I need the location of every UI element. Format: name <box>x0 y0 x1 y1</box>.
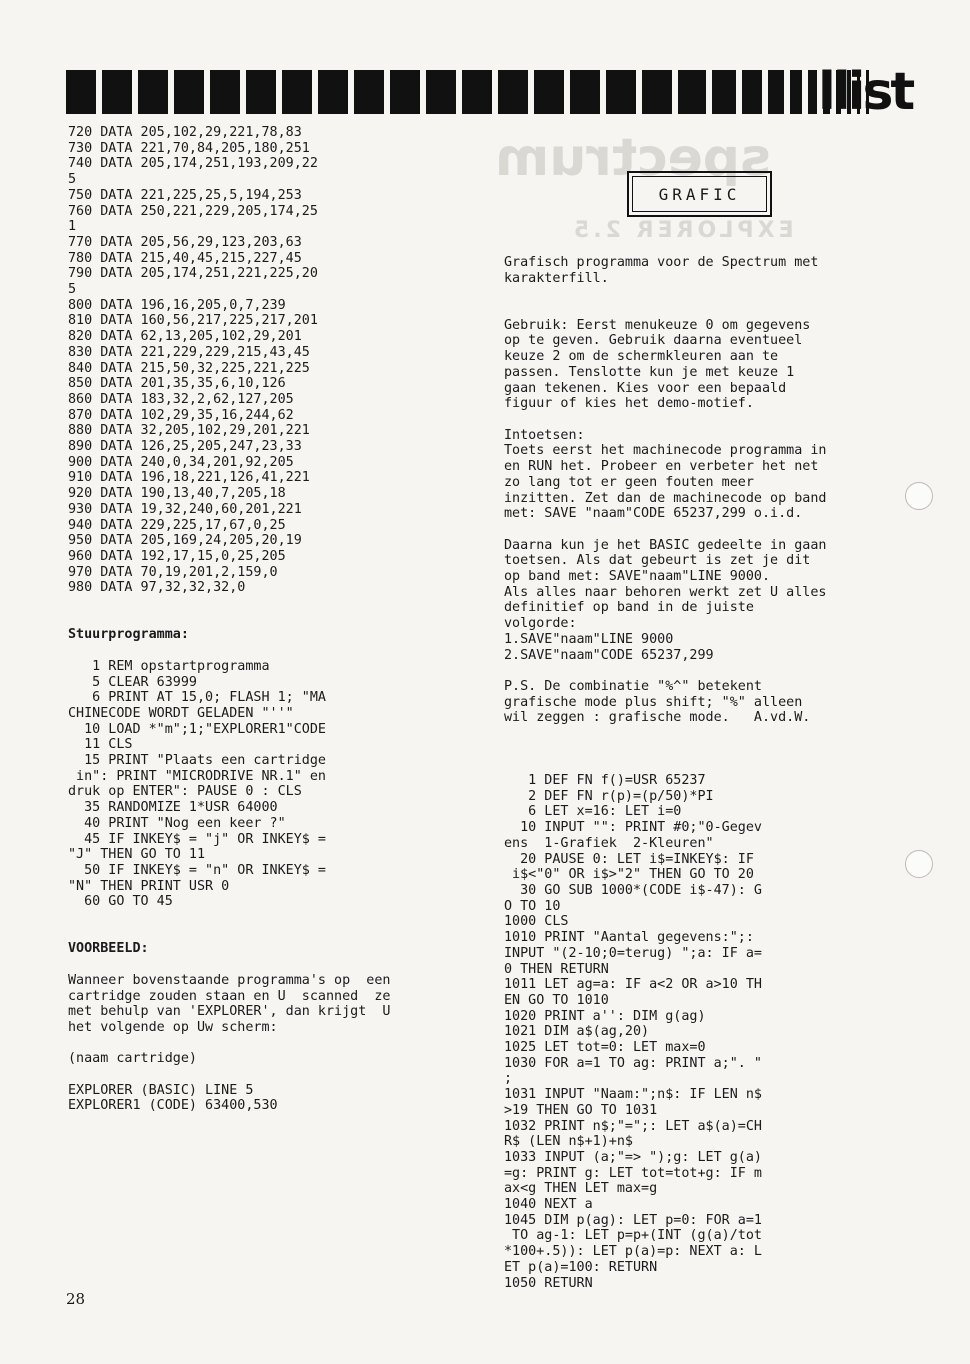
gebruik-line: passen. Tenslotte kun je met keuze 1 <box>504 364 795 380</box>
gebruik-line: keuze 2 om de schermkleuren aan te <box>504 349 779 365</box>
header-bar-block <box>246 70 276 114</box>
listing-line: 1 REM opstartprogramma <box>68 658 270 674</box>
header-bar-block <box>102 70 132 114</box>
basic-listing-line: 1 DEF FN f()=USR 65237 <box>504 773 706 789</box>
listing-line: 790 DATA 205,174,251,221,225,20 <box>68 266 318 282</box>
header-bar-block <box>66 70 96 114</box>
punch-hole-lower <box>905 850 933 878</box>
basic-listing-line: 1050 RETURN <box>504 1275 593 1291</box>
basic-listing-line: 2 DEF FN r(p)=(p/50)*PI <box>504 788 714 804</box>
basic-listing-line: 1033 INPUT (a;"=> ");g: LET g(a) <box>504 1149 762 1165</box>
ps-line: P.S. De combinatie "%^" betekent <box>504 678 762 694</box>
spacer <box>504 522 886 538</box>
listing-line: met behulp van 'EXPLORER', dan krijgt U <box>68 1004 391 1020</box>
spacer <box>504 302 886 318</box>
listing-line <box>68 957 390 973</box>
listing-line: 850 DATA 201,35,35,6,10,126 <box>68 376 286 392</box>
listing-line: VOORBEELD: <box>68 941 149 957</box>
listing-line: 35 RANDOMIZE 1*USR 64000 <box>68 800 278 816</box>
listing-line: 980 DATA 97,32,32,32,0 <box>68 580 246 596</box>
punch-hole-upper <box>905 482 933 510</box>
basic-listing-line: ax<g THEN LET max=g <box>504 1181 658 1197</box>
listing-line: "J" THEN GO TO 11 <box>68 847 206 863</box>
listing-line: "N" THEN PRINT USR 0 <box>68 878 230 894</box>
daarna-line: Daarna kun je het BASIC gedeelte in gaan <box>504 537 827 553</box>
basic-listing-line: O TO 10 <box>504 898 561 914</box>
listing-line: 40 PRINT "Nog een keer ?" <box>68 815 286 831</box>
basic-listing-line: 1032 PRINT n$;"=";: LET a$(a)=CH <box>504 1118 762 1134</box>
basic-listing-line: 1030 FOR a=1 TO ag: PRINT a;". " <box>504 1055 762 1071</box>
header-bar-block <box>354 70 384 114</box>
listing-line: EXPLORER1 (CODE) 63400,530 <box>68 1098 278 1114</box>
listing-line: Stuurprogramma: <box>68 627 189 643</box>
spacer <box>504 286 886 302</box>
listing-line: 11 CLS <box>68 737 133 753</box>
spacer <box>504 726 886 742</box>
basic-listing-line: =g: PRINT g: LET tot=tot+g: IF m <box>504 1165 762 1181</box>
basic-listing-line: i$<"0" OR i$>"2" THEN GO TO 20 <box>504 867 754 883</box>
header-bar <box>66 70 806 114</box>
basic-listing-line: 1025 LET tot=0: LET max=0 <box>504 1040 706 1056</box>
listing-line: 890 DATA 126,25,205,247,23,33 <box>68 439 302 455</box>
header-bar-block <box>790 70 802 114</box>
header-bar-block <box>678 70 706 114</box>
basic-listing-line: >19 THEN GO TO 1031 <box>504 1102 658 1118</box>
header-bar-block <box>426 70 456 114</box>
basic-listing-line: 1000 CLS <box>504 914 569 930</box>
listing-line: 45 IF INKEY$ = "j" OR INKEY$ = <box>68 831 326 847</box>
listing-line: 970 DATA 70,19,201,2,159,0 <box>68 564 278 580</box>
header-bar-block <box>808 70 817 114</box>
listing-line <box>68 643 390 659</box>
listing-line: 5 <box>68 172 77 188</box>
listing-line: in": PRINT "MICRODRIVE NR.1" en <box>68 768 326 784</box>
left-column <box>68 125 390 1114</box>
basic-listing-line: ; <box>504 1071 513 1087</box>
daarna-line: 1.SAVE"naam"LINE 9000 <box>504 631 674 647</box>
gebruik-line: op te geven. Gebruik daarna eventueel <box>504 333 803 349</box>
spacer <box>504 742 886 758</box>
basic-listing-line: 0 THEN RETURN <box>504 961 609 977</box>
listing-line: 60 GO TO 45 <box>68 894 173 910</box>
listing-line: 960 DATA 192,17,15,0,25,205 <box>68 548 286 564</box>
listing-line: Wanneer bovenstaande programma's op een <box>68 972 391 988</box>
header-bar-block <box>390 70 420 114</box>
list-logo: llist <box>818 62 913 122</box>
listing-line: 820 DATA 62,13,205,102,29,201 <box>68 329 302 345</box>
listing-line: 740 DATA 205,174,251,193,209,22 <box>68 156 318 172</box>
listing-line: 910 DATA 196,18,221,126,41,221 <box>68 470 310 486</box>
bleed-through-subheading: EXPLORER 2.5 <box>570 218 794 243</box>
listing-line: 760 DATA 250,221,229,205,174,25 <box>68 203 318 219</box>
listing-line: 5 CLEAR 63999 <box>68 674 197 690</box>
header-bar-block <box>462 70 492 114</box>
gebruik-line: gaan tekenen. Kies voor een bepaald <box>504 380 787 396</box>
listing-line <box>68 910 390 926</box>
basic-listing-line: R$ (LEN n$+1)+n$ <box>504 1134 633 1150</box>
header-bar-block <box>210 70 240 114</box>
basic-listing-line: 20 PAUSE 0: LET i$=INKEY$: IF <box>504 851 754 867</box>
listing-line: 780 DATA 215,40,45,215,227,45 <box>68 250 302 266</box>
listing-line: 50 IF INKEY$ = "n" OR INKEY$ = <box>68 863 326 878</box>
listing-line <box>68 1067 390 1083</box>
listing-line: EXPLORER (BASIC) LINE 5 <box>68 1082 254 1098</box>
listing-line: 10 LOAD *"m";1;"EXPLORER1"CODE <box>68 721 326 737</box>
listing-line: (naam cartridge) <box>68 1051 197 1067</box>
gebruik-line: Gebruik: Eerst menukeuze 0 om gegevens <box>504 317 811 333</box>
listing-line <box>68 596 390 612</box>
listing-line: 880 DATA 32,205,102,29,201,221 <box>68 423 310 439</box>
grafic-title: GRAFIC <box>658 184 741 204</box>
basic-listing-line: 1031 INPUT "Naam:";n$: IF LEN n$ <box>504 1087 762 1103</box>
header-bar-block <box>768 70 784 114</box>
intoetsen-line: met: SAVE "naam"CODE 65237,299 o.i.d. <box>504 506 803 522</box>
header-bar-block <box>570 70 600 114</box>
listing-line <box>68 926 390 942</box>
daarna-line: definitief op band in de juiste <box>504 600 754 616</box>
listing-line: 950 DATA 205,169,24,205,20,19 <box>68 533 302 549</box>
ps-line: wil zeggen : grafische mode. A.vd.W. <box>504 710 811 726</box>
spacer <box>504 757 886 773</box>
daarna-line: toetsen. Als dat gebeurt is zet je dit <box>504 553 811 569</box>
header-bar-block <box>174 70 204 114</box>
header-bar-block <box>282 70 312 114</box>
header-bar-block <box>606 70 636 114</box>
listing-line: 830 DATA 221,229,229,215,43,45 <box>68 344 310 360</box>
listing-line: 1 <box>68 219 77 235</box>
listing-line: 930 DATA 19,32,240,60,201,221 <box>68 501 302 517</box>
page-number: 28 <box>66 1290 86 1308</box>
listing-line: 940 DATA 229,225,17,67,0,25 <box>68 517 286 533</box>
ps-line: grafische mode plus shift; "%" alleen <box>504 694 803 710</box>
listing-line: 860 DATA 183,32,2,62,127,205 <box>68 391 294 407</box>
daarna-line: volgorde: <box>504 616 577 632</box>
intoetsen-line: zo lang tot er geen fouten meer <box>504 474 754 490</box>
listing-line: 810 DATA 160,56,217,225,217,201 <box>68 313 318 329</box>
header-bar-block <box>318 70 348 114</box>
listing-line: 720 DATA 205,102,29,221,78,83 <box>68 125 302 140</box>
listing-line: 15 PRINT "Plaats een cartridge <box>68 753 326 769</box>
listing-line: druk op ENTER": PAUSE 0 : CLS <box>68 784 302 800</box>
header-bar-block <box>712 70 736 114</box>
listing-line: 6 PRINT AT 15,0; FLASH 1; "MA <box>68 690 326 706</box>
listing-line: 5 <box>68 282 77 298</box>
intoetsen-line: en RUN het. Probeer en verbeter het net <box>504 459 819 475</box>
listing-line <box>68 612 390 628</box>
listing-line: CHINECODE WORDT GELADEN "''" <box>68 705 294 721</box>
header-bar-block <box>534 70 564 114</box>
intoetsen-line: Toets eerst het machinecode programma in <box>504 443 827 459</box>
intoetsen-line: inzitten. Zet dan de machinecode op band <box>504 490 827 506</box>
basic-listing-line: 1045 DIM p(ag): LET p=0: FOR a=1 <box>504 1212 762 1228</box>
basic-listing-line: 1010 PRINT "Aantal gegevens:";: <box>504 930 754 946</box>
daarna-line: 2.SAVE"naam"CODE 65237,299 <box>504 647 714 663</box>
daarna-line: Als alles naar behoren werkt zet U alles <box>504 584 827 600</box>
bleed-through-heading: spectrum <box>495 128 771 188</box>
listing-line: 800 DATA 196,16,205,0,7,239 <box>68 297 286 313</box>
basic-listing-line: ens 1-Grafiek 2-Kleuren" <box>504 835 714 851</box>
header-bar-block <box>498 70 528 114</box>
header-bar-block <box>138 70 168 114</box>
basic-listing-line: 1020 PRINT a'': DIM g(ag) <box>504 1008 706 1024</box>
grafic-title-box <box>627 171 772 217</box>
listing-line: 730 DATA 221,70,84,205,180,251 <box>68 140 310 156</box>
intoetsen-line: Intoetsen: <box>504 427 585 443</box>
daarna-line: op band met: SAVE"naam"LINE 9000. <box>504 569 771 584</box>
basic-listing-line: 1011 LET ag=a: IF a<2 OR a>10 TH <box>504 977 762 993</box>
intro-line: Grafisch programma voor de Spectrum met <box>504 255 819 270</box>
listing-line: 840 DATA 215,50,32,225,221,225 <box>68 360 310 376</box>
listing-line: cartridge zouden staan en U scanned ze <box>68 988 391 1004</box>
right-column <box>504 255 886 1291</box>
listing-line <box>68 1036 390 1052</box>
basic-listing-line: 30 GO SUB 1000*(CODE i$-47): G <box>504 883 762 898</box>
basic-listing-line: 6 LET x=16: LET i=0 <box>504 804 682 820</box>
listing-line: 750 DATA 221,225,25,5,194,253 <box>68 187 302 203</box>
listing-line: 770 DATA 205,56,29,123,203,63 <box>68 234 302 250</box>
basic-listing-line: TO ag-1: LET p=p+(INT (g(a)/tot <box>504 1228 762 1244</box>
header-bar-block <box>742 70 762 114</box>
spacer <box>504 412 886 428</box>
intro-line: karakterfill. <box>504 270 609 286</box>
listing-line: 870 DATA 102,29,35,16,244,62 <box>68 407 294 423</box>
basic-listing-line: *100+.5)): LET p(a)=p: NEXT a: L <box>504 1244 762 1260</box>
header-bar-block <box>642 70 672 114</box>
basic-listing-line: 10 INPUT "": PRINT #0;"0-Gegev <box>504 820 762 836</box>
spacer <box>504 663 886 679</box>
basic-listing-line: INPUT "(2-10;0=terug) ";a: IF a= <box>504 945 762 961</box>
basic-listing-line: 1021 DIM a$(ag,20) <box>504 1024 650 1040</box>
listing-line: 900 DATA 240,0,34,201,92,205 <box>68 454 294 470</box>
listing-line: 920 DATA 190,13,40,7,205,18 <box>68 486 286 502</box>
basic-listing-line: ET p(a)=100: RETURN <box>504 1259 658 1275</box>
gebruik-line: figuur of kies het demo-motief. <box>504 396 754 412</box>
basic-listing-line: EN GO TO 1010 <box>504 992 609 1008</box>
basic-listing-line: 1040 NEXT a <box>504 1197 593 1213</box>
listing-line: het volgende op Uw scherm: <box>68 1019 278 1035</box>
